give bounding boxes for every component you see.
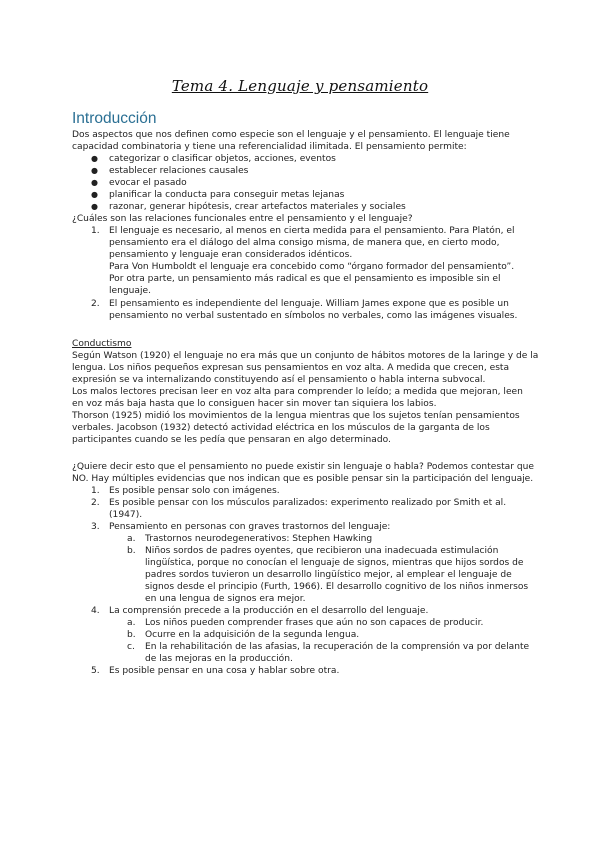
paragraph-line: Dos aspectos que nos definen como especie son el lenguaje y el pensamiento. El lenguaje tiene — [72, 130, 510, 140]
sublist-letter: b. — [127, 546, 136, 556]
list-item-line: El lenguaje es necesario, al menos en cierta medida para el pensamiento. Para Platón, el — [109, 226, 515, 236]
list-number: 2. — [91, 299, 100, 309]
sublist-item-line: lingüística, porque no conocían el lenguaje de signos, mientras que hijos sordos de — [145, 558, 524, 568]
paragraph-line: capacidad combinatoria y tiene una referencialidad ilimitada. El pensamiento permite: — [72, 142, 467, 152]
sublist-item-line: en una lengua de signos era mejor. — [145, 594, 306, 604]
sublist-item-line: Los niños pueden comprender frases que aún no son capaces de producir. — [145, 618, 484, 628]
list-number: 4. — [91, 606, 100, 616]
list-item-line: Por otra parte, un pensamiento más radical es que el pensamiento es imposible sin el — [109, 274, 501, 284]
sublist-item-line: Trastornos neurodegenerativos: Stephen Hawking — [145, 534, 373, 544]
paragraph-line: participantes cuando se les pedía que pensaran en algo determinado. — [72, 435, 391, 445]
intro-heading: Introducción — [72, 110, 157, 127]
sublist-item-line: Ocurre en la adquisición de la segunda lengua. — [145, 630, 360, 640]
list-item-line: pensamiento no verbal sustentado en símbolos no verbales, como las imágenes visuales. — [109, 311, 518, 321]
sublist-letter: a. — [127, 534, 136, 544]
list-number: 5. — [91, 666, 100, 676]
paragraph-line: en voz más baja hasta que lo consiguen hacer sin mover tan siquiera los labios. — [72, 399, 437, 409]
list-number: 2. — [91, 498, 100, 508]
list-item-line: pensamiento era el diálogo del alma consigo misma, de manera que, en cierto modo, — [109, 238, 500, 248]
list-item-line: La comprensión precede a la producción en el desarrollo del lenguaje. — [109, 606, 429, 616]
sublist-item-line: de las mejoras en la producción. — [145, 654, 293, 664]
list-number: 1. — [91, 226, 100, 236]
sublist-letter: b. — [127, 630, 136, 640]
list-item-line: El pensamiento es independiente del lenguaje. William James expone que es posible un — [109, 299, 509, 309]
paragraph-line: Los malos lectores precisan leer en voz alta para comprender lo leído; a medida que mejoran, leen — [72, 387, 523, 397]
conductismo-heading: Conductismo — [72, 339, 132, 349]
sublist-item-line: padres sordos tuvieron un desarrollo lingüístico mejor, al emplear el lenguaje de — [145, 570, 512, 580]
list-item-line: pensamiento y lenguaje eran considerados idénticos. — [109, 250, 353, 260]
bullet-item: razonar, generar hipótesis, crear artefactos materiales y sociales — [109, 202, 406, 212]
bullet-item: categorizar o clasificar objetos, acciones, eventos — [109, 154, 336, 164]
list-number: 1. — [91, 486, 100, 496]
list-number: 3. — [91, 522, 100, 532]
list-item-line: Es posible pensar solo con imágenes. — [109, 486, 280, 496]
bullet-icon: ● — [91, 178, 98, 187]
paragraph-line: expresión se va internalizando constituyendo así el pensamiento o habla interna subvocal. — [72, 375, 486, 385]
paragraph-line: NO. Hay múltiples evidencias que nos indican que es posible pensar sin la participación del lenguaje. — [72, 474, 534, 484]
page-title: Tema 4. Lenguaje y pensamiento — [171, 77, 429, 95]
list-item-line: Es posible pensar con los músculos paralizados: experimento realizado por Smith et al. — [109, 498, 507, 508]
paragraph-line: Thorson (1925) midió los movimientos de la lengua mientras que los sujetos tenían pensamientos — [72, 411, 520, 421]
bullet-icon: ● — [91, 202, 98, 211]
paragraph-line: Según Watson (1920) el lenguaje no era más que un conjunto de hábitos motores de la laringe y de la — [72, 351, 539, 361]
sublist-letter: c. — [127, 642, 135, 652]
paragraph-line: ¿Quiere decir esto que el pensamiento no puede existir sin lenguaje o habla? Podemos contestar que — [72, 462, 534, 472]
sublist-letter: a. — [127, 618, 136, 628]
sublist-item-line: Niños sordos de padres oyentes, que recibieron una inadecuada estimulación — [145, 546, 499, 556]
paragraph-line: lengua. Los niños pequeños expresan sus pensamientos en voz alta. A medida que crecen, esta — [72, 363, 510, 373]
list-item-line: Es posible pensar en una cosa y hablar sobre otra. — [109, 666, 340, 676]
bullet-item: evocar el pasado — [109, 178, 187, 188]
paragraph-line: verbales. Jacobson (1932) detectó actividad eléctrica en los músculos de la garganta de los — [72, 423, 490, 433]
bullet-icon: ● — [91, 166, 98, 175]
list-item-line: Para Von Humboldt el lenguaje era concebido como “órgano formador del pensamiento”. — [109, 262, 515, 272]
bullet-item: planificar la conducta para conseguir metas lejanas — [109, 190, 345, 200]
list-item-line: (1947). — [109, 510, 143, 520]
sublist-item-line: signos desde el principio (Furth, 1966). El desarrollo cognitivo de los niños inmersos — [145, 582, 529, 592]
list-item-line: Pensamiento en personas con graves trastornos del lenguaje: — [109, 522, 391, 532]
bullet-icon: ● — [91, 190, 98, 199]
list-item-line: lenguaje. — [109, 286, 152, 296]
bullet-icon: ● — [91, 154, 98, 163]
sublist-item-line: En la rehabilitación de las afasias, la recuperación de la comprensión va por delante — [145, 642, 530, 652]
bullet-item: establecer relaciones causales — [109, 166, 249, 176]
question-line: ¿Cuáles son las relaciones funcionales entre el pensamiento y el lenguaje? — [72, 214, 413, 224]
